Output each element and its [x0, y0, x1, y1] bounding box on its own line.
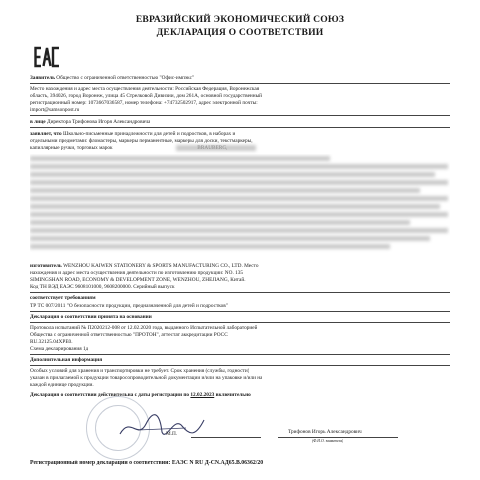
- divider: [30, 354, 450, 355]
- additional-line-1: Особых условий для хранения и транспортировки не требует. Срок хранения (службы, годности): [30, 368, 250, 374]
- applicant-person: в лице Директора Трифонова Игоря Александровича: [30, 119, 151, 125]
- signer-caption: (Ф.И.О. заявителя): [312, 439, 344, 443]
- divider: [30, 83, 450, 84]
- divider: [30, 115, 450, 116]
- manufacturer-line-2: нахождения и адрес места осуществления деятельности по изготовлению продукции: NO. 135: [30, 270, 244, 276]
- divider: [30, 127, 450, 128]
- registration-line: Регистрационный номер декларации о соответствии: ЕАЭС N RU Д-CN.АД65.В.06362/20: [30, 460, 264, 466]
- basis-line-4: Схема декларирования 1д: [30, 346, 89, 352]
- additional-line-2: указан в прилагаемой к продукции товаросопроводительной документации и/или на упаковке и/или на: [30, 375, 263, 381]
- applicant-address-2: область, 394026, город Воронеж, улица 45 Стрелковой Дивизии, дом 261А, основной государственный: [30, 93, 262, 99]
- declares-line: заявляет, что Школьно-письменные принадлежности для детей и подростков, в наборах и: [30, 131, 236, 137]
- divider: [30, 311, 450, 312]
- manufacturer-line-4: Код ТН ВЭД ЕАЭС 9608101000, 9608200000. Серийный выпуск: [30, 284, 175, 290]
- divider: [30, 322, 450, 323]
- divider: [30, 365, 450, 366]
- declares-line-2: отдельными предметами: фломастеры, маркеры перманентные, маркеры для доски, текстмаркеры,: [30, 138, 253, 144]
- signature-line: [191, 437, 261, 438]
- eac-logo: [34, 46, 60, 68]
- manufacturer-line: изготовитель WENZHOU KAIWEN STATIONERY & SPORTS MANUFACTURING CO., LTD. Место: [30, 263, 259, 269]
- applicant-address-line: Место нахождения и адрес места осуществления деятельности: Российская Федерация, Воронежская: [30, 86, 260, 92]
- handwritten-signature: [116, 410, 208, 444]
- redacted-product-list: [30, 154, 450, 256]
- signer-name: Трифонов Игорь Александрович: [288, 429, 362, 435]
- basis-line-1: Протокола испытаний № П2020212-008 от 12.02.2020 года, выданного Испытательной лабораторией: [30, 325, 258, 331]
- applicant-line: Заявитель Общество с ограниченной ответственностью "Офис-импэкс": [30, 75, 195, 81]
- union-title: ЕВРАЗИЙСКИЙ ЭКОНОМИЧЕСКИЙ СОЮЗ: [135, 14, 345, 25]
- basis-line-2: Общества с ограниченной ответственностью "ПРОТОН", аттестат аккредитации РОСС: [30, 332, 228, 338]
- additional-label: Дополнительная информация: [30, 357, 103, 363]
- additional-line-3: каждой единице продукции.: [30, 382, 94, 388]
- manufacturer-line-3: SIMINGSHAN ROAD, ECONOMY & DEVELOPMENT ZONE, WENZHOU, ZHEJIANG, Китай.: [30, 277, 246, 283]
- redacted-text: [176, 145, 256, 151]
- divider: [30, 292, 450, 293]
- seal-label: М.П.: [166, 431, 178, 437]
- validity-line: Декларация о соответствии действительна с даты регистрации по 12.02.2023 включительно: [30, 392, 251, 398]
- declares-line-3: капиллярные ручки, торговых марок: [30, 145, 113, 151]
- applicant-address-3: регистрационный номер: 1073667036587, номер телефона: +74732502917, адрес электронной почты:: [30, 100, 258, 106]
- requirements-label: соответствует требованиям: [30, 295, 96, 301]
- document-title: ДЕКЛАРАЦИЯ О СООТВЕТСТВИИ: [156, 27, 324, 38]
- basis-line-3: RU.32125.04ХРЕ0.: [30, 339, 73, 345]
- applicant-email: import@samsonpost.ru: [30, 107, 80, 113]
- declaration-page: [16, 6, 464, 474]
- basis-label: Декларация о соответствии принята на основании: [30, 314, 152, 320]
- requirements-text: ТР ТС 007/2011 "О безопасности продукции, предназначенной для детей и подростков": [30, 303, 228, 309]
